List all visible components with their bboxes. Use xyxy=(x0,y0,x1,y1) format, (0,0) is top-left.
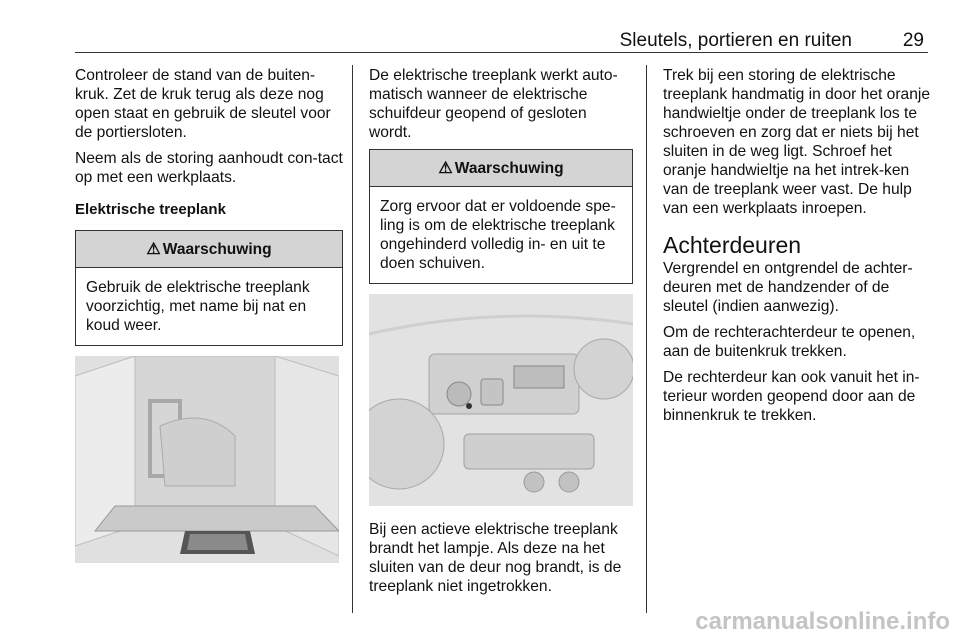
warning-icon: ⚠ xyxy=(438,159,453,177)
warning-text: Zorg ervoor dat er voldoende spe-ling is om de elektrische treeplank ongehinderd volledig in- en uit te doen schuiven. xyxy=(380,198,616,272)
page-header xyxy=(75,30,928,53)
paragraph: De elektrische treeplank werkt auto-matisch wanneer de elektrische schuifdeur geopend of gesloten wordt. xyxy=(369,67,618,141)
warning-title: Waarschuwing xyxy=(454,159,564,177)
paragraph: Controleer de stand van de buiten-kruk. Zet de kruk terug als deze nog open staat en gebruik de sleutel voor de portiersloten. xyxy=(75,67,331,141)
column-3 xyxy=(663,66,931,432)
warning-box xyxy=(369,149,633,284)
warning-box xyxy=(75,230,343,346)
paragraph: Bij een actieve elektrische treeplank brandt het lampje. Als deze na het sluiten van de deur nog brandt, is de treeplank niet ingetrokken. xyxy=(369,521,622,595)
section-heading: Achterdeuren xyxy=(663,232,802,258)
warning-header xyxy=(370,150,632,187)
paragraph: Om de rechterachterdeur te openen, aan de buitenkruk trekken. xyxy=(663,324,916,360)
warning-title: Waarschuwing xyxy=(162,240,272,258)
column-1 xyxy=(75,66,343,563)
page-number: 29 xyxy=(902,30,924,51)
warning-icon: ⚠ xyxy=(146,240,161,258)
column-divider-1 xyxy=(352,65,353,613)
paragraph: Neem als de storing aanhoudt con-tact op met een werkplaats. xyxy=(75,150,343,186)
paragraph: De rechterdeur kan ook vanuit het in-terieur worden geopend door aan de binnenkruk te trekken. xyxy=(663,369,920,424)
column-divider-2 xyxy=(646,65,647,613)
dashboard-switch-illustration xyxy=(369,294,633,506)
watermark: carmanualsonline.info xyxy=(695,608,950,635)
step-board-illustration xyxy=(75,356,339,563)
paragraph: Trek bij een storing de elektrische treeplank handmatig in door het oranje handwieltje onder de treeplank los te schroeven en zorg dat er niets bij het sluiten in de weg ligt. Schroef het oranje handwieltje na het intrek-ken van de treeplank weer vast. De hulp van een werkplaats inroepen. xyxy=(663,67,931,217)
page-title: Sleutels, portieren en ruiten xyxy=(619,30,852,51)
warning-header xyxy=(76,231,342,268)
subheading: Elektrische treeplank xyxy=(75,201,226,218)
paragraph: Vergrendel en ontgrendel de achter-deuren met de handzender of de sleutel (indien aanwezig). xyxy=(663,260,913,315)
column-2 xyxy=(369,66,633,603)
warning-text: Gebruik de elektrische treeplank voorzichtig, met name bij nat en koud weer. xyxy=(86,279,310,334)
